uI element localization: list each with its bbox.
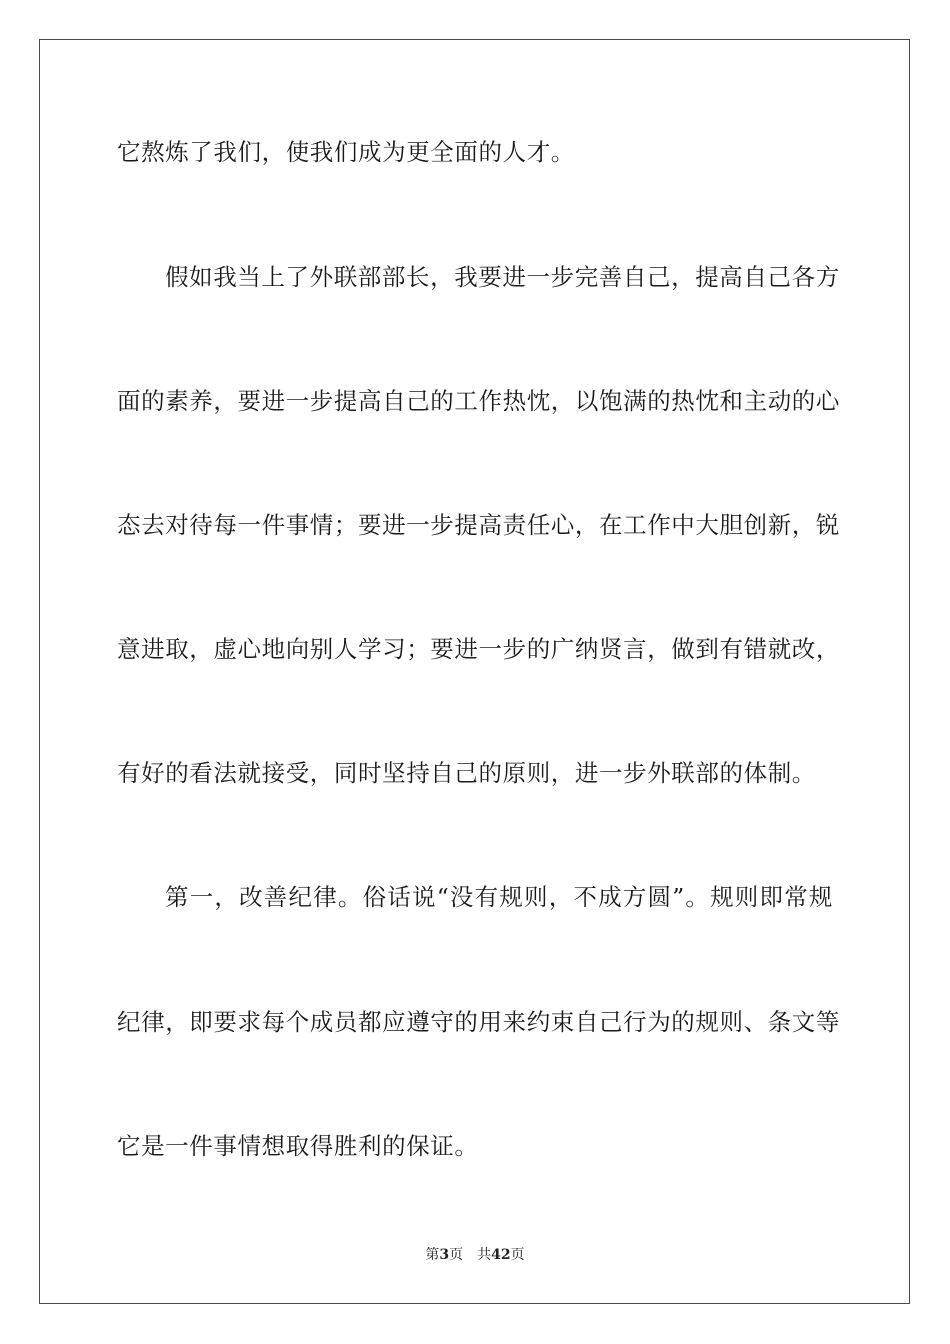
paragraph-line: 第一，改善纪律。俗话说“没有规则，不成方圆”。规则即常规 — [165, 883, 833, 911]
page-frame — [39, 39, 910, 1304]
total-suffix: 页 — [510, 1247, 525, 1263]
page-footer — [0, 1246, 950, 1264]
total-pages: 42 — [491, 1247, 511, 1263]
total-prefix: 共 — [477, 1247, 492, 1263]
paragraph-line: 它是一件事情想取得胜利的保证。 — [117, 1132, 479, 1160]
page-prefix: 第 — [425, 1247, 440, 1263]
page-number: 3 — [439, 1247, 450, 1263]
paragraph-line: 态去对待每一件事情；要进一步提高责任心，在工作中大胆创新，锐 — [117, 511, 840, 539]
paragraph-line: 假如我当上了外联部部长，我要进一步完善自己，提高自己各方 — [165, 263, 840, 291]
paragraph-line: 意进取，虚心地向别人学习；要进一步的广纳贤言，做到有错就改， — [117, 635, 840, 663]
paragraph-line: 它熬炼了我们，使我们成为更全面的人才。 — [117, 138, 575, 166]
paragraph-line: 纪律，即要求每个成员都应遵守的用来约束自己行为的规则、条文等 — [117, 1008, 840, 1036]
paragraph-line: 面的素养，要进一步提高自己的工作热忱，以饱满的热忱和主动的心 — [117, 387, 840, 415]
page-suffix: 页 — [449, 1247, 464, 1263]
paragraph-line: 有好的看法就接受，同时坚持自己的原则，进一步外联部的体制。 — [117, 759, 816, 787]
